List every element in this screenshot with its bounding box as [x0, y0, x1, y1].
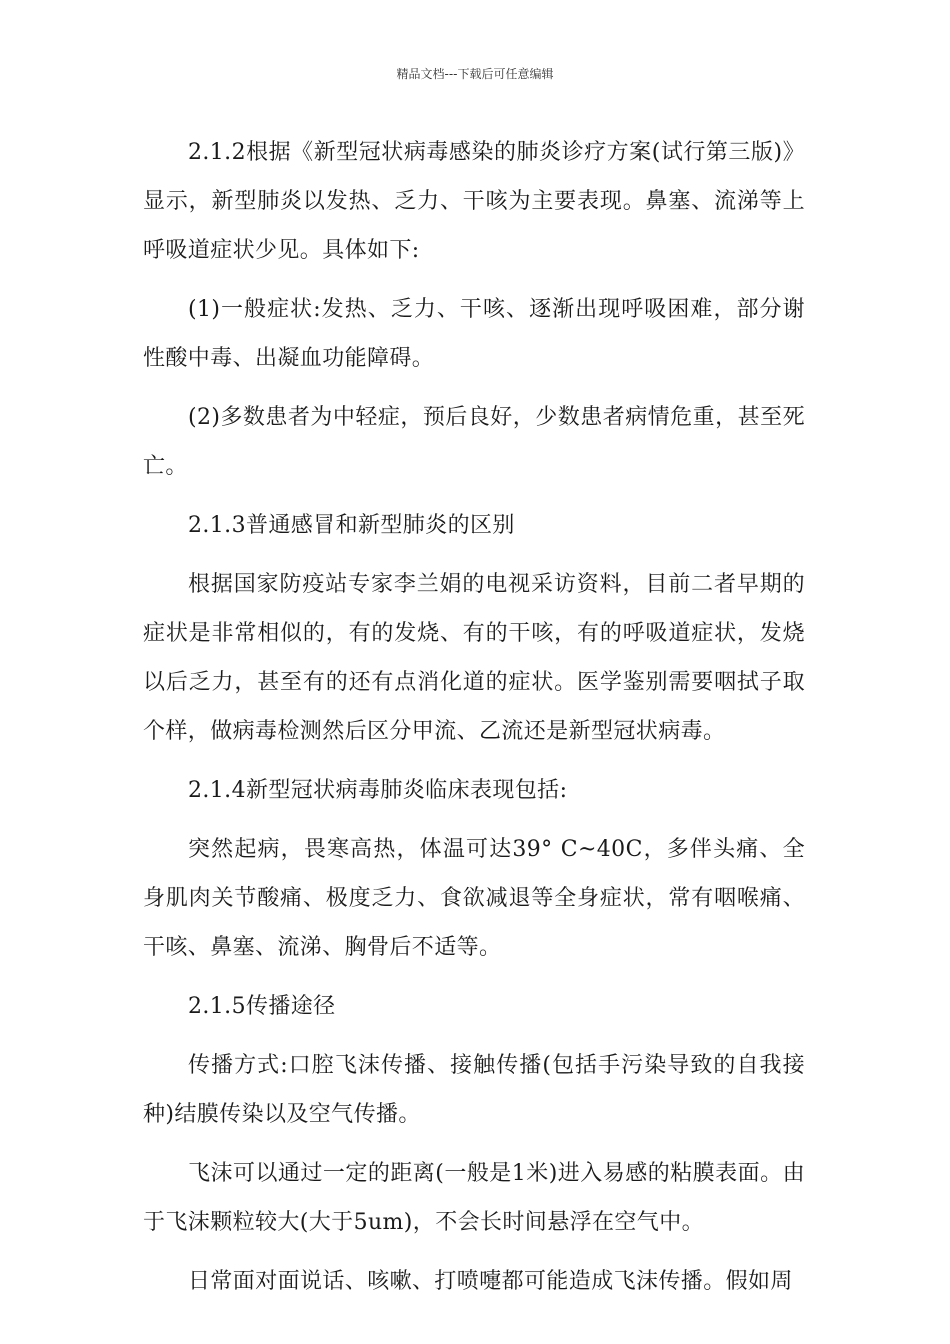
section-2-1-4-heading: 2.1.4新型冠状病毒肺炎临床表现包括:: [188, 778, 568, 803]
clinical-presentation-paragraph: 突然起病，畏寒高热，体温可达39° C~40C，多伴头痛、全身肌肉关节酸痛、极度乏力、食欲减退等全身症状，常有咽喉痛、干咳、鼻塞、流涕、胸骨后不适等。: [143, 837, 805, 960]
general-symptoms-paragraph: (1)一般症状:发热、乏力、干咳、逐渐出现呼吸困难，部分谢性酸中毒、出凝血功能障碍。: [143, 297, 805, 371]
transmission-modes-paragraph: 传播方式:口腔飞沫传播、接触传播(包括手污染导致的自我接种)结膜传染以及空气传播。: [143, 1053, 805, 1127]
document-body: [143, 128, 805, 1316]
daily-contact-paragraph: 日常面对面说话、咳嗽、打喷嚏都可能造成飞沫传播。假如周: [188, 1269, 793, 1294]
prognosis-paragraph: (2)多数患者为中轻症，预后良好，少数患者病情危重，甚至死亡。: [143, 405, 805, 479]
section-2-1-5-heading: 2.1.5传播途径: [188, 994, 336, 1019]
droplet-distance-paragraph: 飞沫可以通过一定的距离(一般是1米)进入易感的粘膜表面。由于飞沫颗粒较大(大于5um)，不会长时间悬浮在空气中。: [143, 1161, 805, 1235]
page-header: 精品文档---下载后可任意编辑: [396, 67, 554, 81]
section-2-1-2-paragraph: 2.1.2根据《新型冠状病毒感染的肺炎诊疗方案(试行第三版)》显示，新型肺炎以发热、乏力、干咳为主要表现。鼻塞、流涕等上呼吸道症状少见。具体如下:: [143, 140, 805, 263]
expert-interview-paragraph: 根据国家防疫站专家李兰娟的电视采访资料，目前二者早期的症状是非常相似的，有的发烧、有的干咳，有的呼吸道症状，发烧以后乏力，甚至有的还有点消化道的症状。医学鉴别需要咽拭子取个样，做病毒检测然后区分甲流、乙流还是新型冠状病毒。: [143, 572, 805, 744]
section-2-1-3-heading: 2.1.3普通感冒和新型肺炎的区别: [188, 513, 515, 538]
